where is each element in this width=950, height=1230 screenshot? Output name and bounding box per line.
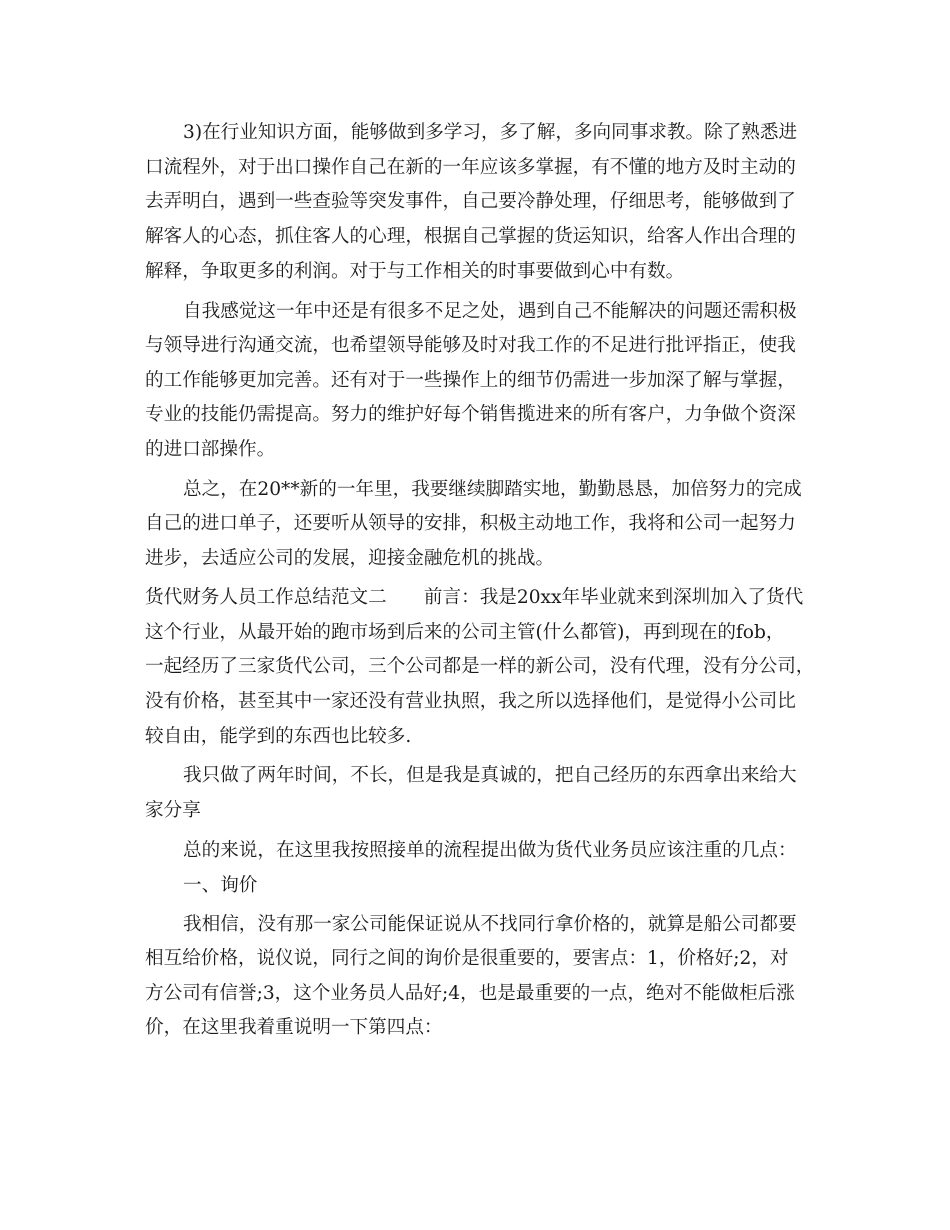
- text-line: 一起经历了三家货代公司，三个公司都是一样的新公司，没有代理，没有分公司，: [145, 656, 815, 677]
- text-line: 自我感觉这一年中还是有很多不足之处，遇到自己不能解决的问题还需积极: [183, 301, 797, 322]
- text-line: 货代财务人员工作总结范文二 前言：我是20xx年毕业就来到深圳加入了货代: [145, 587, 804, 608]
- text-line: 口流程外，对于出口操作自己在新的一年应该多掌握，有不懂的地方及时主动的: [145, 157, 796, 178]
- text-line: 解释，争取更多的利润。对于与工作相关的时事要做到心中有数。: [145, 261, 685, 282]
- text-line: 较自由，能学到的东西也比较多.: [145, 726, 412, 747]
- text-line: 没有价格，甚至其中一家还没有营业执照，我之所以选择他们，是觉得小公司比: [145, 691, 796, 712]
- text-line: 家分享: [145, 800, 201, 821]
- text-line: 自己的进口单子，还要听从领导的安排，积极主动地工作，我将和公司一起努力: [145, 513, 796, 534]
- text-line: 总之，在20**新的一年里，我要继续脚踏实地，勤勤恳恳，加倍努力的完成: [183, 479, 802, 500]
- section-heading: 一、询价: [183, 875, 258, 896]
- text-line: 进步，去适应公司的发展，迎接金融危机的挑战。: [145, 548, 555, 569]
- text-line: 专业的技能仍需提高。努力的维护好每个销售揽进来的所有客户，力争做个资深: [145, 404, 796, 425]
- text-line: 解客人的心态，抓住客人的心理，根据自己掌握的货运知识，给客人作出合理的: [145, 226, 796, 247]
- text-line: 与领导进行沟通交流，也希望领导能够及时对我工作的不足进行批评指正，使我: [145, 335, 796, 356]
- text-line: 方公司有信誉;3，这个业务员人品好;4，也是最重要的一点，绝对不能做柜后涨: [145, 983, 795, 1004]
- text-line: 3)在行业知识方面，能够做到多学习，多了解，多向同事求教。除了熟悉进: [183, 122, 798, 143]
- text-line: 总的来说，在这里我按照接单的流程提出做为货代业务员应该注重的几点：: [183, 840, 797, 861]
- text-line: 去弄明白，遇到一些查验等突发事件，自己要冷静处理，仔细思考，能够做到了: [145, 191, 796, 212]
- text-line: 价，在这里我着重说明一下第四点：: [145, 1017, 443, 1038]
- text-line: 的进口部操作。: [145, 439, 276, 460]
- text-line: 相互给价格，说仪说，同行之间的询价是很重要的，要害点：1，价格好;2，对: [145, 948, 789, 969]
- text-line: 我相信，没有那一家公司能保证说从不找同行拿价格的，就算是船公司都要: [183, 914, 797, 935]
- text-line: 的工作能够更加完善。还有对于一些操作上的细节仍需进一步加深了解与掌握，: [145, 370, 796, 391]
- text-line: 这个行业，从最开始的跑市场到后来的公司主管(什么都管)，再到现在的fob，: [145, 622, 785, 643]
- text-line: 我只做了两年时间，不长，但是我是真诚的，把自己经历的东西拿出来给大: [183, 765, 797, 786]
